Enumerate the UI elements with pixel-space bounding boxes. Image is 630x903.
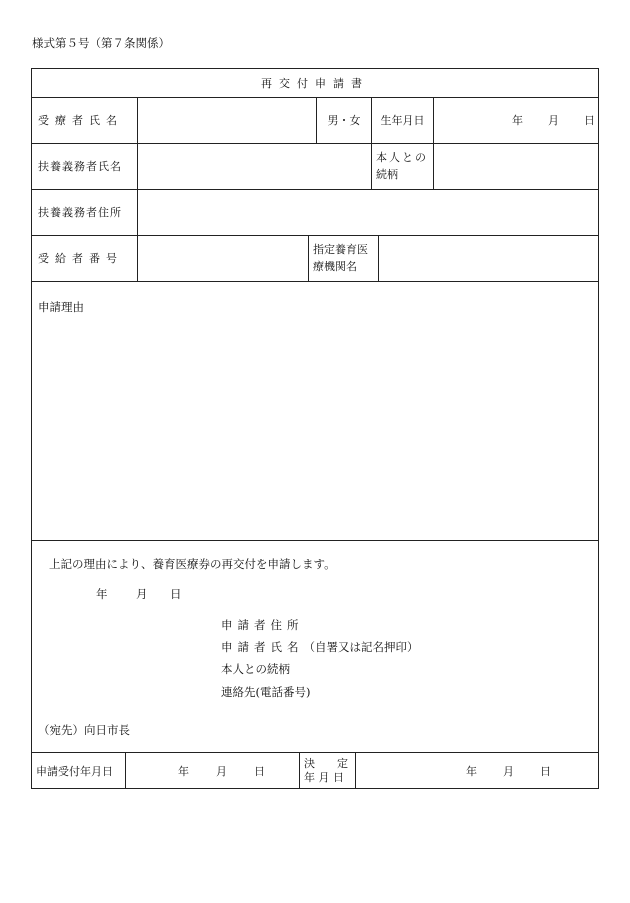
beneficiary-number-field[interactable] [138,235,308,281]
relation-label-line2: 続柄 [376,168,398,181]
year-label: 年 [466,764,477,778]
supporter-name-label: 扶養義務者氏名 [38,160,122,173]
supporter-address-label: 扶養義務者住所 [38,206,122,219]
reason-field[interactable] [32,317,598,539]
relation-label [372,143,433,189]
birth-date-field[interactable] [434,97,598,143]
relation-field[interactable] [434,143,598,189]
decision-date-field[interactable] [356,753,598,788]
application-form [31,68,599,789]
supporter-address-field[interactable] [138,189,598,235]
institution-label-line2: 療機関名 [313,260,357,273]
applicant-address-label: 申請者住所 [221,618,304,632]
applicant-relation-label: 本人との続柄 [221,662,290,676]
decision-label-line2: 年 月 日 [304,770,344,784]
month-label: 月 [136,587,148,601]
applicant-contact-label: 連絡先(電話番号) [221,685,311,699]
birth-date-label: 生年月日 [380,114,425,127]
received-date-label: 申請受付年月日 [36,764,113,778]
institution-label-line1: 指定養育医 [313,243,368,256]
year-label: 年 [178,764,189,778]
institution-label [309,235,378,281]
reason-label: 申請理由 [38,300,84,314]
day-label: 日 [254,764,265,778]
beneficiary-number-label: 受給者番号 [38,252,123,265]
addressee: （宛先）向日市長 [38,723,130,737]
statement-text: 上記の理由により、養育医療券の再交付を申請します。 [49,557,336,571]
recipient-name-field[interactable] [138,97,316,143]
day-label: 日 [584,114,595,127]
recipient-name-label: 受療者氏名 [38,114,123,127]
applicant-name-label-main: 申請者氏名 [221,640,304,654]
day-label: 日 [540,764,551,778]
relation-label-line1: 本人との [376,151,428,164]
day-label: 日 [170,587,182,601]
applicant-name-note: （自署又は記名押印） [303,640,419,654]
month-label: 月 [503,764,514,778]
year-label: 年 [512,114,523,127]
sex-label[interactable]: 男・女 [327,114,361,127]
form-number: 様式第５号（第７条関係） [32,36,170,50]
month-label: 月 [548,114,559,127]
divider [32,281,598,282]
institution-field[interactable] [379,235,598,281]
application-date [96,586,216,602]
month-label: 月 [216,764,227,778]
year-label: 年 [96,587,108,601]
received-date-field[interactable] [126,753,299,788]
decision-date-label [300,753,355,788]
form-title: 再交付申請書 [261,77,369,90]
divider [32,540,598,541]
decision-label-line1: 決 定 [304,756,348,770]
applicant-name-label [221,639,419,655]
supporter-name-field[interactable] [138,143,371,189]
